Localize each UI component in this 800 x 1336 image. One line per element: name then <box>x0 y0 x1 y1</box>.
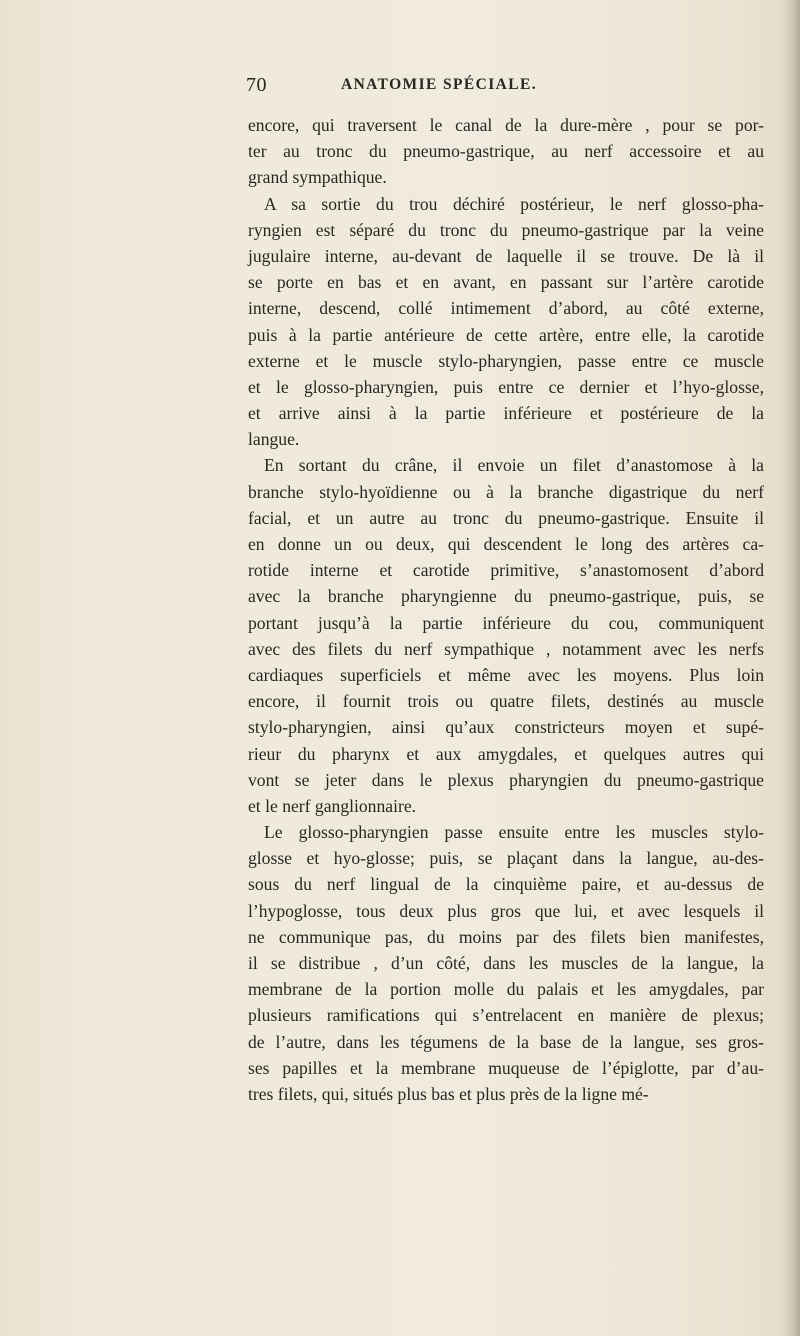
text-line: stylo-pharyngien, ainsi qu’aux constricteurs moyen et supé- <box>248 717 764 738</box>
page-edge-shadow <box>782 0 800 1336</box>
text-line: portant jusqu’à la partie inférieure du cou, communiquent <box>248 612 764 633</box>
text-line: tres filets, qui, situés plus bas et plus près de la ligne mé- <box>248 1083 649 1104</box>
page-number: 70 <box>246 74 267 96</box>
text-line: encore, qui traversent le canal de la dure-mère , pour se por- <box>248 115 764 135</box>
text-line: et le nerf ganglionnaire. <box>248 795 417 816</box>
text-line: facial, et un autre au tronc du pneumo-gastrique. Ensuite il <box>248 507 764 528</box>
text-line: et arrive ainsi à la partie inférieure et postérieure de la <box>248 403 764 424</box>
text-line: puis à la partie antérieure de cette artère, entre elle, la carotide <box>248 324 764 345</box>
text-line: externe et le muscle stylo-pharyngien, passe entre ce muscle <box>248 350 764 371</box>
text-line: rotide interne et carotide primitive, s’anastomosent d’abord <box>248 560 764 581</box>
text-line: jugulaire interne, au-devant de laquelle il se trouve. De là il <box>248 245 764 266</box>
text-line: cardiaques superficiels et même avec les moyens. Plus loin <box>248 664 764 685</box>
text-line: grand sympathique. <box>248 167 387 188</box>
text-line: En sortant du crâne, il envoie un filet d’anastomose à la <box>264 455 764 476</box>
text-line: avec la branche pharyngienne du pneumo-gastrique, puis, se <box>248 586 764 607</box>
text-line: de l’autre, dans les tégumens de la base de la langue, ses gros- <box>248 1031 764 1052</box>
text-line: encore, il fournit trois ou quatre filets, destinés au muscle <box>248 691 764 712</box>
text-line: vont se jeter dans le plexus pharyngien du pneumo-gastrique <box>248 769 764 790</box>
text-line: se porte en bas et en avant, en passant sur l’artère carotide <box>248 272 764 293</box>
text-line: glosse et hyo-glosse; puis, se plaçant dans la langue, au-des- <box>248 848 764 869</box>
text-line: en donne un ou deux, qui descendent le long des artères ca- <box>248 534 764 554</box>
text-line: ter au tronc du pneumo-gastrique, au nerf accessoire et au <box>248 141 764 162</box>
running-title: ANATOMIE SPÉCIALE. <box>341 76 538 93</box>
text-line: plusieurs ramifications qui s’entrelacent en manière de plexus; <box>248 1005 764 1026</box>
text-line: ne communique pas, du moins par des filets bien manifestes, <box>248 926 764 947</box>
text-line: avec des filets du nerf sympathique , notamment avec les nerfs <box>248 638 764 659</box>
text-line: membrane de la portion molle du palais et les amygdales, par <box>248 979 764 1000</box>
page-header <box>246 74 766 102</box>
text-line: interne, descend, collé intimement d’abord, au côté externe, <box>248 298 764 319</box>
text-line: branche stylo-hyoïdienne ou à la branche digastrique du nerf <box>248 481 764 502</box>
text-line: ses papilles et la membrane muqueuse de l’épiglotte, par d’au- <box>248 1057 764 1078</box>
text-line: Le glosso-pharyngien passe ensuite entre les muscles stylo- <box>264 822 764 843</box>
text-line: ryngien est séparé du tronc du pneumo-gastrique par la veine <box>248 219 764 240</box>
text-line: langue. <box>248 429 300 450</box>
text-line: sous du nerf lingual de la cinquième paire, et au-dessus de <box>248 874 764 895</box>
text-line: et le glosso-pharyngien, puis entre ce dernier et l’hyo-glosse, <box>248 376 764 397</box>
text-line: l’hypoglosse, tous deux plus gros que lui, et avec lesquels il <box>248 900 764 921</box>
text-line: A sa sortie du trou déchiré postérieur, le nerf glosso-pha- <box>264 193 764 214</box>
body-text <box>248 112 764 1107</box>
text-line: rieur du pharynx et aux amygdales, et quelques autres qui <box>248 743 764 764</box>
text-line: il se distribue , d’un côté, dans les muscles de la langue, la <box>248 953 764 973</box>
